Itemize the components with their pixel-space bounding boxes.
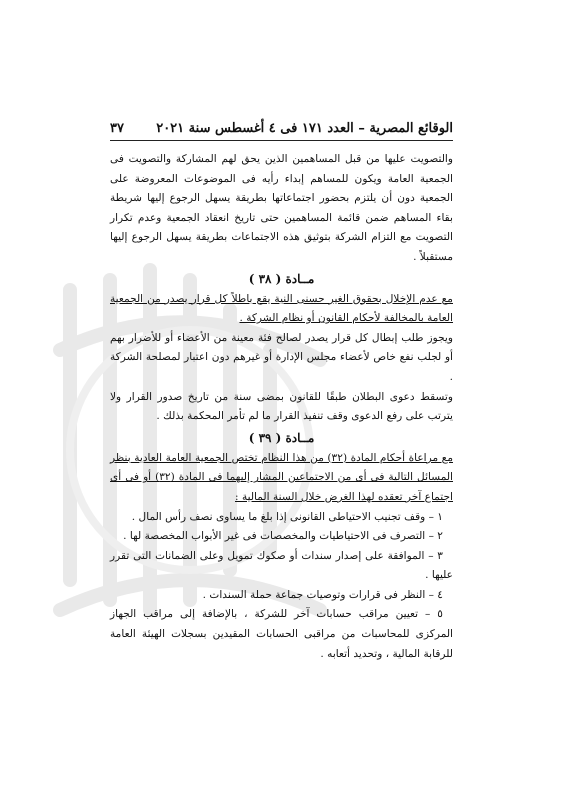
header-title: الوقائع المصرية – العدد ١٧١ فى ٤ أغسطس سنة ٢٠٢١	[156, 120, 453, 136]
header-divider	[110, 140, 453, 141]
article-39-item-3: ٣ – الموافقة على إصدار سندات أو صكوك تمويل وعلى الضمانات التى تقرر عليها .	[110, 549, 453, 582]
article-39-intro: مع مراعاة أحكام المادة (٣٢) من هذا النظام تختص الجمعية العامة العادية بنظر المسائل التالية فى أى من الاجتماعين المشار إليهما فى المادة (٣٢) أو فى أى اجتماع آخر تعقده لهذا الغرض خلال السنة المالية :	[110, 451, 453, 503]
article-39-item-1: ١ – وقف تجنيب الاحتياطى القانونى إذا بلغ ما يساوى نصف رأس المال .	[131, 510, 443, 523]
article-39-item-2: ٢ – التصرف فى الاحتياطيات والمخصصات فى غير الأبواب المخصصة لها .	[123, 530, 443, 543]
article-39-item-5: ٥ – تعيين مراقب حسابات آخر للشركة ، بالإضافة إلى مراقب الجهاز المركزى للمحاسبات من مراقبى الحسابات المقيدين بسجلات الهيئة العامة للرقابة المالية ، وتحديد أتعابه .	[110, 608, 453, 660]
paragraph-voting: والتصويت عليها من قبل المساهمين الذين يحق لهم المشاركة والتصويت فى الجمعية العامة ويكون للمساهم إبداء رأيه فى الموضوعات المعروضة على الجمعية دون أن يلتزم بحضور اجتماعاتها بطريقة يسهل الرجوع إليها شريطة بقاء المساهم ضمن قائمة المساهمين حتى تاريخ انعقاد الجمعية وعدم تكرار التصويت مع التزام الشركة بتوثيق هذه الاجتماعات بطريقة يسهل الرجوع إليها مستقبلاً .	[110, 153, 453, 263]
article-39-item-4: ٤ – النظر فى قرارات وتوصيات جماعة حملة السندات .	[202, 588, 443, 601]
page-number: ٣٧	[110, 120, 124, 136]
article-38-paragraph-2: ويجوز طلب إبطال كل قرار يصدر لصالح فئة معينة من الأعضاء أو للأضرار بهم أو لجلب نفع خاص لأعضاء مجلس الإدارة أو غيرهم دون اعتبار لمصلحة الشركة .	[110, 331, 453, 383]
article-38-paragraph-3: وتسقط دعوى البطلان طبقًا للقانون بمضى سنة من تاريخ صدور القرار ولا يترتب على رفع الدعوى وقف تنفيذ القرار ما لم تأمر المحكمة بذلك .	[110, 390, 453, 423]
document-body	[110, 150, 453, 664]
article-38-heading: مــادة ( ٣٨ )	[248, 271, 315, 286]
page-header	[110, 116, 453, 140]
article-38-paragraph-1: مع عدم الإخلال بحقوق الغير حسنى النية يقع باطلاً كل قرار يصدر من الجمعية العامة بالمخالفة لأحكام القانون أو نظام الشركة .	[110, 292, 453, 325]
article-39-heading: مــادة ( ٣٩ )	[248, 430, 315, 445]
